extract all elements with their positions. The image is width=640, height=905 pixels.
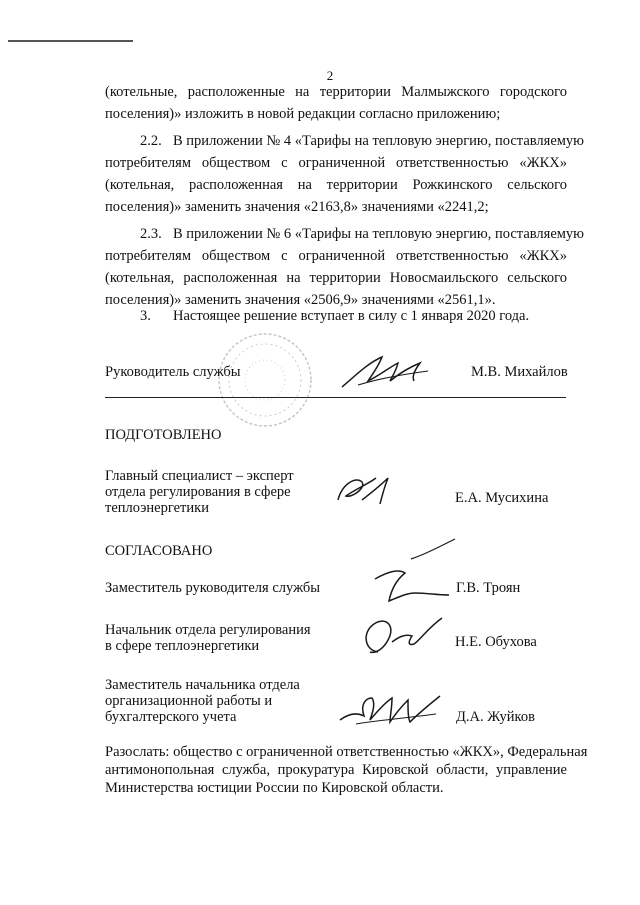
clause-2-3-line-2: потребителям обществом с ограниченной ответственностью «ЖКХ» <box>105 248 567 264</box>
head-title: Руководитель службы <box>105 364 241 380</box>
distribution-line-2: антимонопольная служба, прокуратура Кировской области, управление <box>105 762 567 778</box>
clause-2-3-number: 2.3. <box>140 226 162 242</box>
head-handwritten-signature <box>338 345 438 400</box>
agreed-3-name: Д.А. Жуйков <box>456 709 535 725</box>
distribution-line-1: Разослать: общество с ограниченной ответственностью «ЖКХ», Федеральная <box>105 744 588 760</box>
agreed-3-position-line-1: Заместитель начальника отдела <box>105 677 300 693</box>
separator-line <box>105 397 566 398</box>
head-name: М.В. Михайлов <box>471 364 568 380</box>
agreed-1-name: Г.В. Троян <box>456 580 521 596</box>
prepared-position-line-1: Главный специалист – эксперт <box>105 468 294 484</box>
clause-2-3-line-4: поселения)» заменить значения «2506,9» значениями «2561,1». <box>105 292 496 308</box>
paragraph-1-line-2: поселения)» изложить в новой редакции согласно приложению; <box>105 106 501 122</box>
paragraph-1-line-1: (котельные, расположенные на территории Малмыжского городского <box>105 84 567 100</box>
prepared-position-line-3: теплоэнергетики <box>105 500 209 516</box>
clause-2-3-line-1: В приложении № 6 «Тарифы на тепловую энергию, поставляемую <box>173 226 585 242</box>
clause-2-2-line-2: потребителям обществом с ограниченной ответственностью «ЖКХ» <box>105 155 567 171</box>
clause-2-2-line-4: поселения)» заменить значения «2163,8» значениями «2241,2; <box>105 199 489 215</box>
agreed-1-handwritten-signature <box>365 535 465 615</box>
clause-2-3-line-3: (котельная, расположенная на территории Новосмаильского сельского <box>105 270 567 286</box>
agreed-2-handwritten-signature <box>358 612 448 667</box>
prepared-name: Е.А. Мусихина <box>455 490 549 506</box>
agreed-heading: СОГЛАСОВАНО <box>105 543 213 559</box>
clause-3-number: 3. <box>140 308 151 324</box>
agreed-3-position-line-3: бухгалтерского учета <box>105 709 237 725</box>
clause-3-text: Настоящее решение вступает в силу с 1 января 2020 года. <box>173 308 530 324</box>
prepared-handwritten-signature <box>332 470 412 515</box>
agreed-1-position: Заместитель руководителя службы <box>105 580 321 596</box>
page-number: 2 <box>326 68 334 83</box>
prepared-position-line-2: отдела регулирования в сфере <box>105 484 291 500</box>
scan-edge-mark <box>8 40 133 42</box>
agreed-2-position-line-1: Начальник отдела регулирования <box>105 622 311 638</box>
distribution-line-3: Министерства юстиции России по Кировской области. <box>105 780 444 796</box>
prepared-heading: ПОДГОТОВЛЕНО <box>105 427 222 443</box>
clause-2-2-line-1: В приложении № 4 «Тарифы на тепловую энергию, поставляемую <box>173 133 585 149</box>
clause-2-2-number: 2.2. <box>140 133 162 149</box>
agreed-3-handwritten-signature <box>336 690 446 735</box>
agreed-2-position-line-2: в сфере теплоэнергетики <box>105 638 260 654</box>
round-stamp <box>215 330 315 435</box>
agreed-2-name: Н.Е. Обухова <box>455 634 537 650</box>
clause-2-2-line-3: (котельная, расположенная на территории Рожкинского сельского <box>105 177 567 193</box>
agreed-3-position-line-2: организационной работы и <box>105 693 273 709</box>
